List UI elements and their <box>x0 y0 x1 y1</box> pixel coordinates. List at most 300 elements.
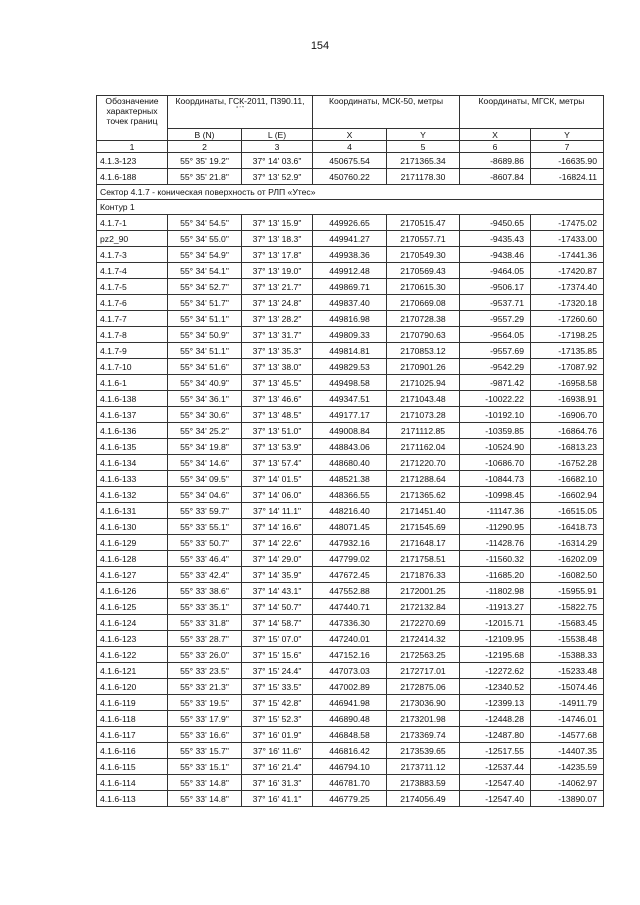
table-cell: 4.1.7-9 <box>97 343 168 359</box>
table-cell: 37° 13' 15.9" <box>242 215 313 231</box>
table-cell: 37° 14' 50.7" <box>242 599 313 615</box>
table-row <box>97 535 604 551</box>
table-cell: -17260.60 <box>531 311 604 327</box>
table-cell: -11147.36 <box>460 503 531 519</box>
table-row <box>97 375 604 391</box>
table-cell: 4.1.6-133 <box>97 471 168 487</box>
table-cell: 4.1.6-122 <box>97 647 168 663</box>
table-cell: 448216.40 <box>313 503 387 519</box>
table-cell: -9537.71 <box>460 295 531 311</box>
table-cell: -16082.50 <box>531 567 604 583</box>
table-cell: 37° 14' 22.6" <box>242 535 313 551</box>
table-cell: 450760.22 <box>313 169 387 185</box>
table-cell: -11290.95 <box>460 519 531 535</box>
table-cell: 37° 16' 41.1" <box>242 791 313 807</box>
table-cell: 55° 34' 04.6" <box>168 487 242 503</box>
table-cell: 4.1.7-8 <box>97 327 168 343</box>
table-cell: 2172414.32 <box>387 631 460 647</box>
table-cell: 55° 33' 16.6" <box>168 727 242 743</box>
table-cell: 4.1.6-132 <box>97 487 168 503</box>
coordinates-table <box>96 95 604 807</box>
page-number: 154 <box>310 40 330 52</box>
table-cell: 449816.98 <box>313 311 387 327</box>
table-cell: 4.1.6-116 <box>97 743 168 759</box>
table-cell: 55° 33' 19.5" <box>168 695 242 711</box>
table-cell: -9435.43 <box>460 231 531 247</box>
table-cell: -16813.23 <box>531 439 604 455</box>
table-cell: -16906.70 <box>531 407 604 423</box>
table-cell: -12537.44 <box>460 759 531 775</box>
table-cell: 55° 33' 15.7" <box>168 743 242 759</box>
table-cell: -15683.45 <box>531 615 604 631</box>
table-cell: 449829.53 <box>313 359 387 375</box>
table-cell: -8689.86 <box>460 153 531 169</box>
header-point-designation: Обозначение характерных точек границ <box>97 96 168 141</box>
table-cell: 2170549.30 <box>387 247 460 263</box>
table-cell: 449814.81 <box>313 343 387 359</box>
table-row <box>97 663 604 679</box>
table-cell: 2171162.04 <box>387 439 460 455</box>
table-cell: -9450.65 <box>460 215 531 231</box>
table-cell: 4.1.6-1 <box>97 375 168 391</box>
table-cell: -16418.73 <box>531 519 604 535</box>
table-cell: 55° 33' 38.6" <box>168 583 242 599</box>
table-cell: 2170853.12 <box>387 343 460 359</box>
table-cell: 2174056.49 <box>387 791 460 807</box>
table-cell: 447932.16 <box>313 535 387 551</box>
table-row <box>97 391 604 407</box>
table-cell: 446941.98 <box>313 695 387 711</box>
table-cell: -14062.97 <box>531 775 604 791</box>
table-cell: 2171178.30 <box>387 169 460 185</box>
table-cell: -12399.13 <box>460 695 531 711</box>
table-cell: 2173539.65 <box>387 743 460 759</box>
table-cell: -11685.20 <box>460 567 531 583</box>
table-cell: 2171112.85 <box>387 423 460 439</box>
table-row <box>97 791 604 807</box>
header-gsk-units: ° ' " <box>236 106 244 112</box>
table-cell: 449008.84 <box>313 423 387 439</box>
table-cell: 4.1.7-5 <box>97 279 168 295</box>
table-cell: -10359.85 <box>460 423 531 439</box>
table-cell: -12340.52 <box>460 679 531 695</box>
table-row <box>97 153 604 169</box>
table-row <box>97 455 604 471</box>
table-cell: 37° 13' 28.2" <box>242 311 313 327</box>
table-cell: 4.1.6-128 <box>97 551 168 567</box>
table-cell: 2172717.01 <box>387 663 460 679</box>
table-cell: 37° 13' 48.5" <box>242 407 313 423</box>
table-cell: 37° 13' 24.8" <box>242 295 313 311</box>
table-row <box>97 695 604 711</box>
table-cell: 55° 34' 09.5" <box>168 471 242 487</box>
table-cell: 37° 15' 24.4" <box>242 663 313 679</box>
table-row <box>97 247 604 263</box>
table-cell: 4.1.6-119 <box>97 695 168 711</box>
table-cell: 55° 34' 14.6" <box>168 455 242 471</box>
table-cell: 4.1.6-118 <box>97 711 168 727</box>
table-cell: 449869.71 <box>313 279 387 295</box>
table-cell: pz2_90 <box>97 231 168 247</box>
table-cell: 2171648.17 <box>387 535 460 551</box>
table-cell: 2172001.25 <box>387 583 460 599</box>
table-cell: 4.1.6-125 <box>97 599 168 615</box>
table-cell: 2171876.33 <box>387 567 460 583</box>
table-cell: -15538.48 <box>531 631 604 647</box>
table-body-main <box>97 215 604 807</box>
table-row <box>97 615 604 631</box>
table-cell: -17441.36 <box>531 247 604 263</box>
table-cell: 55° 34' 25.2" <box>168 423 242 439</box>
header-sub-msk-y: Y <box>387 129 460 141</box>
header-sub-mgsk-x: X <box>460 129 531 141</box>
header-num: 3 <box>242 141 313 153</box>
table-row <box>97 759 604 775</box>
table-cell: 446794.10 <box>313 759 387 775</box>
table-cell: -16864.76 <box>531 423 604 439</box>
table-cell: 37° 13' 51.0" <box>242 423 313 439</box>
header-num: 7 <box>531 141 604 153</box>
table-row <box>97 743 604 759</box>
table-cell: 4.1.6-113 <box>97 791 168 807</box>
header-sub-msk-x: X <box>313 129 387 141</box>
table-cell: -9557.69 <box>460 343 531 359</box>
table-cell: 4.1.7-10 <box>97 359 168 375</box>
table-cell: 37° 16' 21.4" <box>242 759 313 775</box>
table-row <box>97 519 604 535</box>
table-cell: 4.1.7-3 <box>97 247 168 263</box>
table-cell: -17198.25 <box>531 327 604 343</box>
table-cell: 37° 13' 17.8" <box>242 247 313 263</box>
table-row <box>97 471 604 487</box>
table-row <box>97 423 604 439</box>
table-cell: 37° 14' 01.5" <box>242 471 313 487</box>
table-cell: 2170569.43 <box>387 263 460 279</box>
table-cell: 4.1.6-135 <box>97 439 168 455</box>
table-cell: -17320.18 <box>531 295 604 311</box>
table-cell: 37° 15' 07.0" <box>242 631 313 647</box>
table-cell: 55° 33' 46.4" <box>168 551 242 567</box>
table-row <box>97 647 604 663</box>
table-cell: 55° 33' 15.1" <box>168 759 242 775</box>
table-cell: 2171451.40 <box>387 503 460 519</box>
table-cell: 4.1.7-6 <box>97 295 168 311</box>
table-cell: 55° 33' 28.7" <box>168 631 242 647</box>
table-row <box>97 727 604 743</box>
table-cell: 4.1.6-131 <box>97 503 168 519</box>
table-cell: -15233.48 <box>531 663 604 679</box>
table-cell: 447073.03 <box>313 663 387 679</box>
table-cell: -9464.05 <box>460 263 531 279</box>
table-cell: 449809.33 <box>313 327 387 343</box>
header-num: 2 <box>168 141 242 153</box>
table-cell: -12448.28 <box>460 711 531 727</box>
header-mgsk-coordinates: Координаты, МГСК, метры <box>460 96 604 129</box>
table-cell: 55° 33' 23.5" <box>168 663 242 679</box>
table-cell: 55° 33' 14.8" <box>168 791 242 807</box>
table-cell: -17135.85 <box>531 343 604 359</box>
table-cell: -15822.75 <box>531 599 604 615</box>
table-cell: -12109.95 <box>460 631 531 647</box>
table-cell: -15955.91 <box>531 583 604 599</box>
table-cell: 2171043.48 <box>387 391 460 407</box>
table-row <box>97 231 604 247</box>
table-cell: 37° 14' 29.0" <box>242 551 313 567</box>
table-cell: -11560.32 <box>460 551 531 567</box>
table-cell: -14235.59 <box>531 759 604 775</box>
table-row <box>97 711 604 727</box>
table-cell: -12547.40 <box>460 791 531 807</box>
table-row <box>97 583 604 599</box>
table-cell: -17433.00 <box>531 231 604 247</box>
table-cell: 2170669.08 <box>387 295 460 311</box>
table-cell: 55° 34' 51.7" <box>168 295 242 311</box>
table-cell: 37° 13' 18.3" <box>242 231 313 247</box>
table-cell: -10686.70 <box>460 455 531 471</box>
table-cell: -12487.80 <box>460 727 531 743</box>
table-cell: 449837.40 <box>313 295 387 311</box>
table-cell: 4.1.6-188 <box>97 169 168 185</box>
table-cell: -9564.05 <box>460 327 531 343</box>
table-row <box>97 407 604 423</box>
table-cell: 55° 33' 21.3" <box>168 679 242 695</box>
table-cell: 55° 35' 19.2" <box>168 153 242 169</box>
table-cell: 37° 15' 33.5" <box>242 679 313 695</box>
table-cell: 55° 34' 54.9" <box>168 247 242 263</box>
table-cell: 2172270.69 <box>387 615 460 631</box>
table-cell: 449926.65 <box>313 215 387 231</box>
table-row <box>97 359 604 375</box>
table-cell: 37° 15' 42.8" <box>242 695 313 711</box>
table-cell: -10524.90 <box>460 439 531 455</box>
table-cell: 55° 34' 50.9" <box>168 327 242 343</box>
header-gsk-title: Координаты, ГСК-2011, П390.11, <box>175 96 305 106</box>
table-cell: 37° 13' 57.4" <box>242 455 313 471</box>
table-cell: -16682.10 <box>531 471 604 487</box>
table-row <box>97 311 604 327</box>
table-cell: 446779.25 <box>313 791 387 807</box>
table-cell: 55° 34' 19.8" <box>168 439 242 455</box>
table-cell: -15388.33 <box>531 647 604 663</box>
table-cell: -17374.40 <box>531 279 604 295</box>
table-cell: 55° 33' 50.7" <box>168 535 242 551</box>
table-cell: 37° 16' 11.6" <box>242 743 313 759</box>
table-cell: 4.1.7-1 <box>97 215 168 231</box>
table-cell: 55° 33' 14.8" <box>168 775 242 791</box>
table-cell: -17420.87 <box>531 263 604 279</box>
table-cell: 55° 34' 30.6" <box>168 407 242 423</box>
header-sub-l: L (E) <box>242 129 313 141</box>
table-cell: 37° 16' 31.3" <box>242 775 313 791</box>
header-num: 4 <box>313 141 387 153</box>
table-cell: 447440.71 <box>313 599 387 615</box>
table-cell: -10192.10 <box>460 407 531 423</box>
table-cell: 37° 13' 31.7" <box>242 327 313 343</box>
table-cell: 4.1.6-134 <box>97 455 168 471</box>
table-cell: 449938.36 <box>313 247 387 263</box>
table-cell: 447336.30 <box>313 615 387 631</box>
table-cell: -12195.68 <box>460 647 531 663</box>
table-cell: 2172875.06 <box>387 679 460 695</box>
table-cell: 4.1.6-114 <box>97 775 168 791</box>
table-cell: 37° 13' 52.9" <box>242 169 313 185</box>
table-cell: 450675.54 <box>313 153 387 169</box>
table-cell: -16938.91 <box>531 391 604 407</box>
table-cell: -14911.79 <box>531 695 604 711</box>
table-cell: 449498.58 <box>313 375 387 391</box>
table-cell: -9438.46 <box>460 247 531 263</box>
contour-label: Контур 1 <box>97 200 604 215</box>
sector-label: Сектор 4.1.7 - коническая поверхность от РЛП «Утес» <box>97 185 604 200</box>
table-row <box>97 567 604 583</box>
table-cell: 37° 14' 58.7" <box>242 615 313 631</box>
table-row <box>97 775 604 791</box>
table-cell: 37° 13' 53.9" <box>242 439 313 455</box>
table-row <box>97 279 604 295</box>
table-cell: 37° 14' 35.9" <box>242 567 313 583</box>
table-cell: -16752.28 <box>531 455 604 471</box>
table-row <box>97 343 604 359</box>
table-cell: 2170790.63 <box>387 327 460 343</box>
header-num: 5 <box>387 141 460 153</box>
table-cell: 55° 34' 36.1" <box>168 391 242 407</box>
table-cell: 37° 13' 19.0" <box>242 263 313 279</box>
table-cell: 2170901.26 <box>387 359 460 375</box>
table-cell: 2170515.47 <box>387 215 460 231</box>
table-cell: -12547.40 <box>460 775 531 791</box>
table-cell: 37° 15' 15.6" <box>242 647 313 663</box>
table-cell: 55° 34' 52.7" <box>168 279 242 295</box>
header-sub-b: B (N) <box>168 129 242 141</box>
table-cell: 449912.48 <box>313 263 387 279</box>
table-cell: 2170615.30 <box>387 279 460 295</box>
table-cell: 4.1.7-7 <box>97 311 168 327</box>
table-cell: 448843.06 <box>313 439 387 455</box>
table-cell: 37° 15' 52.3" <box>242 711 313 727</box>
table-cell: -17087.92 <box>531 359 604 375</box>
table-cell: 447799.02 <box>313 551 387 567</box>
table-cell: 4.1.6-137 <box>97 407 168 423</box>
table-cell: -8607.84 <box>460 169 531 185</box>
table-cell: 4.1.6-121 <box>97 663 168 679</box>
header-num: 6 <box>460 141 531 153</box>
header-gsk-coordinates <box>168 96 313 129</box>
table-cell: 4.1.6-129 <box>97 535 168 551</box>
table-cell: 37° 13' 35.3" <box>242 343 313 359</box>
table-cell: 4.1.6-138 <box>97 391 168 407</box>
table-cell: 449941.27 <box>313 231 387 247</box>
table-row <box>97 487 604 503</box>
table-cell: -16314.29 <box>531 535 604 551</box>
table-cell: -11913.27 <box>460 599 531 615</box>
table-cell: 2170557.71 <box>387 231 460 247</box>
table-cell: -12272.62 <box>460 663 531 679</box>
table-cell: 55° 34' 55.0" <box>168 231 242 247</box>
table-cell: 37° 14' 03.6" <box>242 153 313 169</box>
table-cell: 2171220.70 <box>387 455 460 471</box>
table-cell: 2170728.38 <box>387 311 460 327</box>
table-row <box>97 551 604 567</box>
table-cell: 4.1.7-4 <box>97 263 168 279</box>
table-cell: 446781.70 <box>313 775 387 791</box>
table-cell: 449177.17 <box>313 407 387 423</box>
table-cell: 447552.88 <box>313 583 387 599</box>
table-cell: 2173201.98 <box>387 711 460 727</box>
table-cell: 55° 34' 51.1" <box>168 311 242 327</box>
table-cell: -13890.07 <box>531 791 604 807</box>
table-cell: -11428.76 <box>460 535 531 551</box>
table-cell: 37° 14' 16.6" <box>242 519 313 535</box>
table-cell: -16202.09 <box>531 551 604 567</box>
table-cell: 447240.01 <box>313 631 387 647</box>
table-cell: 2171365.62 <box>387 487 460 503</box>
table-cell: 4.1.6-124 <box>97 615 168 631</box>
table-cell: 37° 14' 06.0" <box>242 487 313 503</box>
table-cell: 55° 33' 59.7" <box>168 503 242 519</box>
table-cell: 2171545.69 <box>387 519 460 535</box>
table-cell: 2173369.74 <box>387 727 460 743</box>
table-cell: -11802.98 <box>460 583 531 599</box>
table-cell: 448366.55 <box>313 487 387 503</box>
table-row <box>97 503 604 519</box>
table-cell: 4.1.6-127 <box>97 567 168 583</box>
table-cell: 55° 33' 42.4" <box>168 567 242 583</box>
table-cell: 55° 34' 54.5" <box>168 215 242 231</box>
header-msk-coordinates: Координаты, МСК-50, метры <box>313 96 460 129</box>
table-cell: 55° 33' 26.0" <box>168 647 242 663</box>
table-cell: 55° 33' 55.1" <box>168 519 242 535</box>
table-cell: 37° 13' 46.6" <box>242 391 313 407</box>
table-cell: -16958.58 <box>531 375 604 391</box>
table-cell: -12517.55 <box>460 743 531 759</box>
table-cell: -16515.05 <box>531 503 604 519</box>
table-cell: -9871.42 <box>460 375 531 391</box>
table-cell: -9506.17 <box>460 279 531 295</box>
table-cell: 4.1.6-130 <box>97 519 168 535</box>
table-row <box>97 295 604 311</box>
table-cell: -14407.35 <box>531 743 604 759</box>
table-cell: -16602.94 <box>531 487 604 503</box>
table-body-top <box>97 153 604 185</box>
table-cell: 4.1.6-120 <box>97 679 168 695</box>
table-cell: -17475.02 <box>531 215 604 231</box>
table-cell: 2173883.59 <box>387 775 460 791</box>
table-row <box>97 679 604 695</box>
table-cell: 2173711.12 <box>387 759 460 775</box>
table-cell: 55° 35' 21.8" <box>168 169 242 185</box>
table-cell: 448680.40 <box>313 455 387 471</box>
table-cell: 4.1.6-115 <box>97 759 168 775</box>
table-cell: -16824.11 <box>531 169 604 185</box>
table-cell: 55° 34' 51.1" <box>168 343 242 359</box>
header-sub-mgsk-y: Y <box>531 129 604 141</box>
table-cell: -14746.01 <box>531 711 604 727</box>
table-cell: 55° 33' 31.8" <box>168 615 242 631</box>
table-cell: 37° 14' 43.1" <box>242 583 313 599</box>
table-cell: 446816.42 <box>313 743 387 759</box>
table-cell: -10022.22 <box>460 391 531 407</box>
table-cell: 2171288.64 <box>387 471 460 487</box>
table-cell: 2171025.94 <box>387 375 460 391</box>
table-cell: -16635.90 <box>531 153 604 169</box>
table-cell: 2171758.51 <box>387 551 460 567</box>
table-cell: -9542.29 <box>460 359 531 375</box>
table-row <box>97 327 604 343</box>
table-cell: 55° 34' 54.1" <box>168 263 242 279</box>
table-cell: 449347.51 <box>313 391 387 407</box>
table-cell: -9557.29 <box>460 311 531 327</box>
table-cell: 4.1.6-123 <box>97 631 168 647</box>
